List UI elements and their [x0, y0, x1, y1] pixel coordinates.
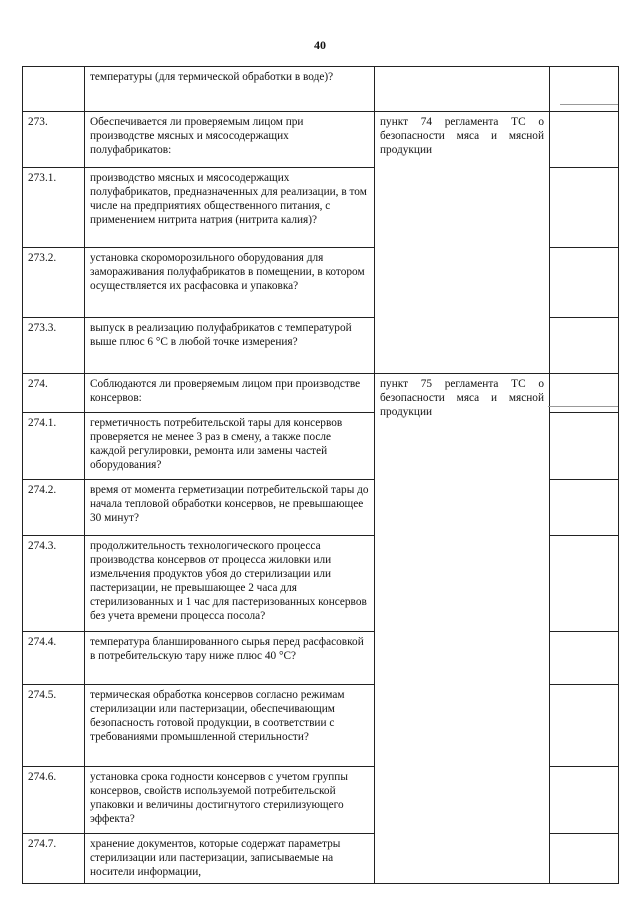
row-number: 274.2.	[23, 480, 85, 536]
row-number: 273.3.	[23, 318, 85, 374]
reference-cell-empty	[375, 67, 550, 112]
row-number: 273.1.	[23, 168, 85, 248]
table-row	[23, 67, 619, 112]
row-number: 274.3.	[23, 536, 85, 632]
row-question: время от момента герметизации потребительской тары до начала тепловой обработки консервов, не превышающее 30 минут?	[85, 480, 375, 536]
answer-cell	[550, 480, 619, 536]
page-number: 40	[314, 38, 326, 52]
answer-cell	[550, 112, 619, 168]
row-question: установка скороморозильного оборудования для замораживания полуфабрикатов в помещении, в котором осуществляется их расфасовка и упаковка?	[85, 248, 375, 318]
table-row	[23, 374, 619, 413]
row-number: 274.6.	[23, 767, 85, 834]
row-number	[23, 67, 85, 112]
answer-cell	[550, 834, 619, 884]
answer-cell	[550, 168, 619, 248]
reference-cell: пункт 75 регламента ТС о безопасности мяса и мясной продукции	[375, 374, 550, 884]
row-question: температура бланшированного сырья перед расфасовкой в потребительскую тару ниже плюс 40 °С?	[85, 632, 375, 685]
row-number: 274.	[23, 374, 85, 413]
scan-artifact-line	[548, 406, 618, 407]
scan-artifact-line	[560, 104, 618, 105]
row-number: 273.2.	[23, 248, 85, 318]
row-number: 274.5.	[23, 685, 85, 767]
row-number: 274.1.	[23, 413, 85, 480]
row-question: термическая обработка консервов согласно режимам стерилизации или пастеризации, обеспечивающим безопасность готовой продукции, в соответствии с требованиями промышленной стерильности?	[85, 685, 375, 767]
answer-cell	[550, 413, 619, 480]
row-number: 274.7.	[23, 834, 85, 884]
requirements-table	[22, 66, 619, 884]
answer-cell	[550, 632, 619, 685]
answer-cell	[550, 536, 619, 632]
row-question: продолжительность технологического процесса производства консервов от процесса жиловки или измельчения продуктов убоя до стерилизации или пастеризации, не превышающее 2 часа для стерилизованных и 1 час для пастеризованных консервов без учета времени процесса посола?	[85, 536, 375, 632]
row-question: Соблюдаются ли проверяемым лицом при производстве консервов:	[85, 374, 375, 413]
answer-cell	[550, 318, 619, 374]
row-question: Обеспечивается ли проверяемым лицом при производстве мясных и мясосодержащих полуфабрикатов:	[85, 112, 375, 168]
table-row	[23, 112, 619, 168]
row-question: выпуск в реализацию полуфабрикатов с температурой выше плюс 6 °С в любой точке измерения?	[85, 318, 375, 374]
answer-cell	[550, 685, 619, 767]
reference-cell: пункт 74 регламента ТС о безопасности мяса и мясной продукции	[375, 112, 550, 374]
row-question: установка срока годности консервов с учетом группы консервов, свойств используемой потребительской упаковки и величины достигнутого стерилизующего эффекта?	[85, 767, 375, 834]
answer-cell	[550, 248, 619, 318]
row-question: хранение документов, которые содержат параметры стерилизации или пастеризации, записываемые на носители информации,	[85, 834, 375, 884]
answer-cell	[550, 767, 619, 834]
row-number: 273.	[23, 112, 85, 168]
row-question: производство мясных и мясосодержащих полуфабрикатов, предназначенных для реализации, в том числе на предприятиях общественного питания, с применением нитрита натрия (нитрита калия)?	[85, 168, 375, 248]
row-question: температуры (для термической обработки в воде)?	[85, 67, 375, 112]
row-question: герметичность потребительской тары для консервов проверяется не менее 3 раз в смену, а также после каждой регулировки, ремонта или замены частей оборудования?	[85, 413, 375, 480]
row-number: 274.4.	[23, 632, 85, 685]
